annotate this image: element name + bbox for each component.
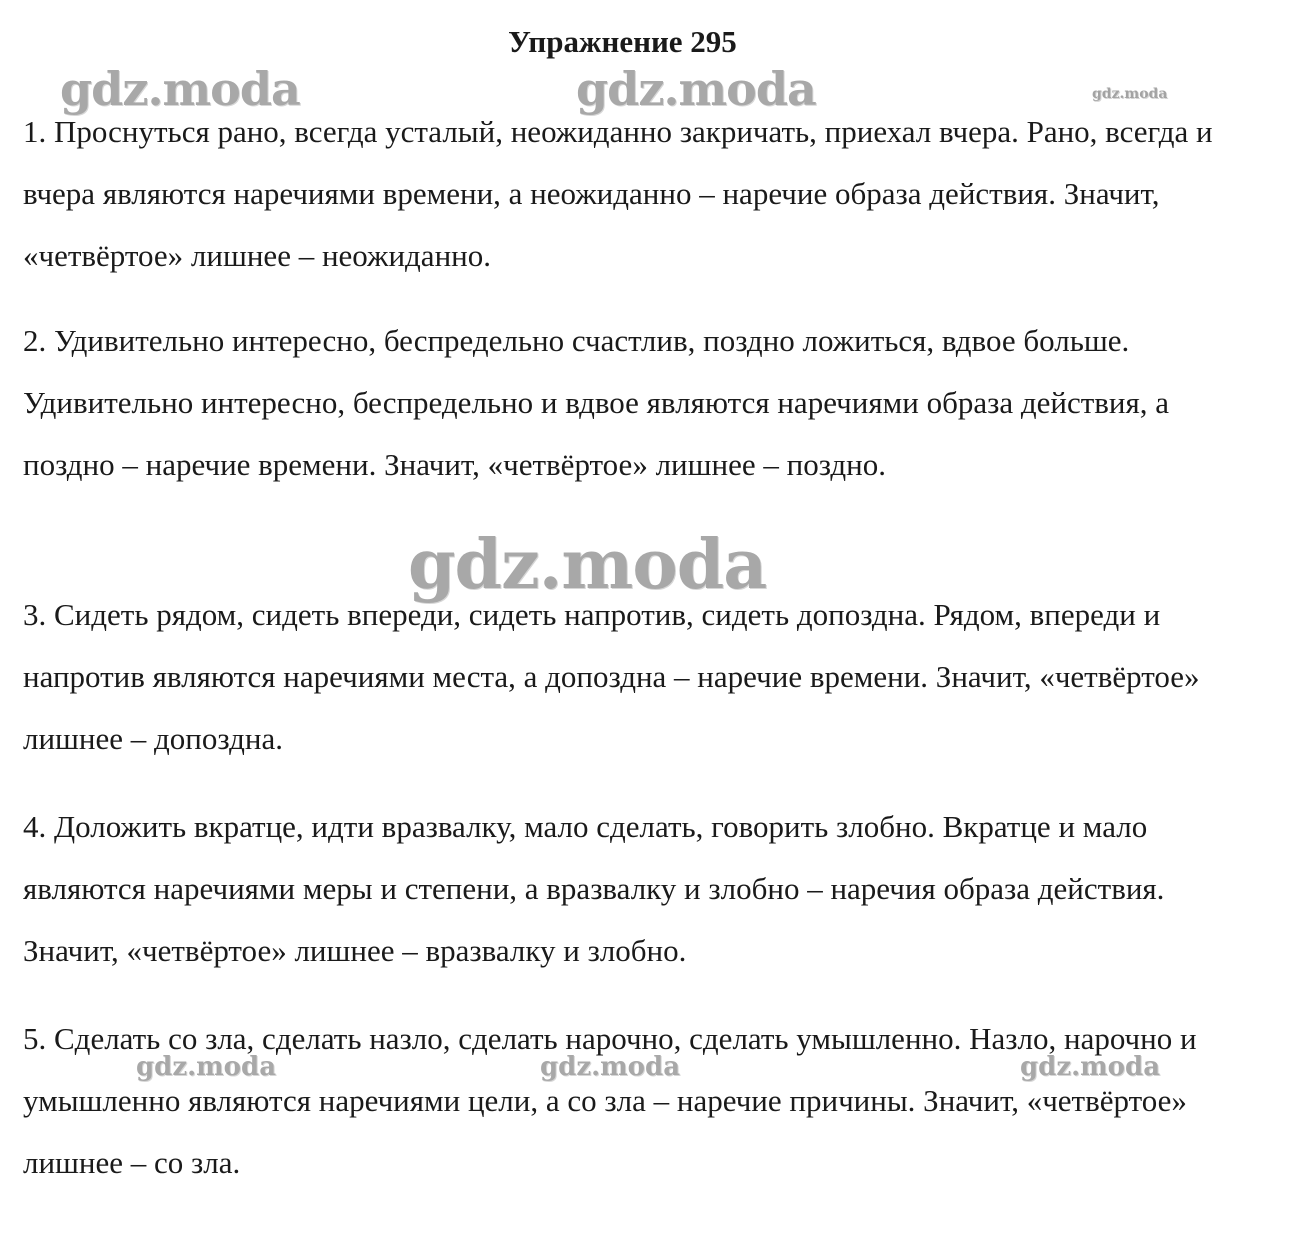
watermark-logo: gdz.moda: [408, 525, 767, 605]
answer-paragraph-2: 2. Удивительно интересно, беспредельно счастлив, поздно ложиться, вдвое больше. Удивительно интересно, беспредельно и вдвое являются наречиями образа действия, а поздно – наречие времени. Значит, «четвёртое» лишнее – поздно.: [23, 323, 1170, 482]
answer-paragraph-3: 3. Сидеть рядом, сидеть впереди, сидеть напротив, сидеть допоздна. Рядом, впереди и напротив являются наречиями места, а допоздна – наречие времени. Значит, «четвёртое» лишнее – допоздна.: [23, 597, 1200, 756]
answer-paragraph-5: 5. Сделать со зла, сделать назло, сделать нарочно, сделать умышленно. Назло, нарочно и умышленно являются наречиями цели, а со зла – наречие причины. Значит, «четвёртое» лишнее – со зла.: [23, 1021, 1197, 1180]
answer-paragraph-1: 1. Проснуться рано, всегда усталый, неожиданно закричать, приехал вчера. Рано, всегда и вчера являются наречиями времени, а неожиданно – наречие образа действия. Значит, «четвёртое» лишнее – неожиданно.: [23, 114, 1213, 273]
answer-paragraph-4: 4. Доложить вкратце, идти вразвалку, мало сделать, говорить злобно. Вкратце и мало являются наречиями меры и степени, а вразвалку и злобно – наречия образа действия. Значит, «четвёртое» лишнее – вразвалку и злобно.: [23, 809, 1165, 968]
watermark-logo: gdz.moda: [60, 62, 300, 116]
watermark-logo: gdz.moda: [1092, 86, 1168, 102]
watermark-logo: gdz.moda: [136, 1052, 277, 1082]
exercise-title: Упражнение 295: [508, 24, 737, 59]
watermark-logo: gdz.moda: [1020, 1052, 1161, 1082]
watermark-logo: gdz.moda: [540, 1052, 681, 1082]
watermark-logo: gdz.moda: [576, 62, 816, 116]
